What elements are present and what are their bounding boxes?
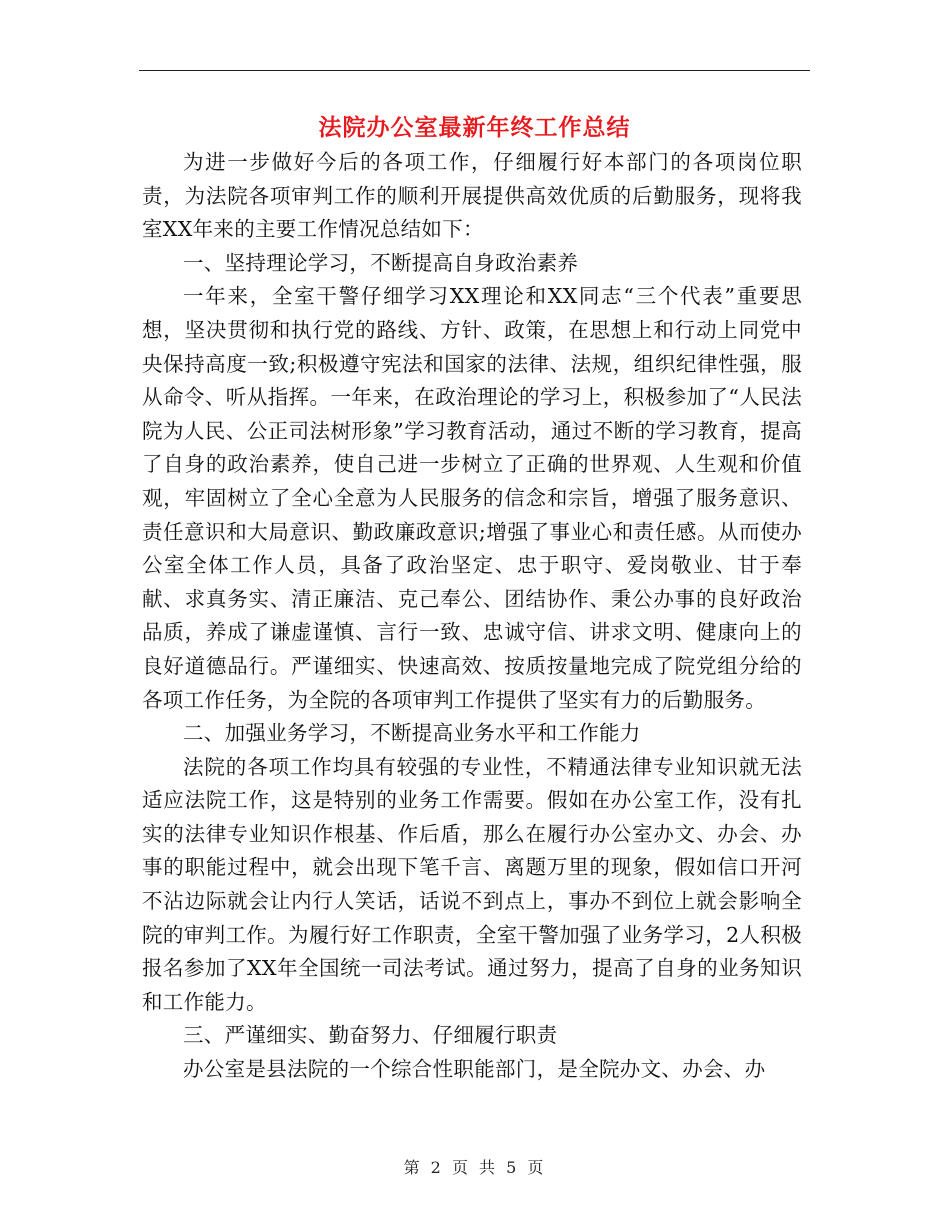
page-footer: 第 2 页 共 5 页	[403, 1158, 547, 1177]
document-title: 法院办公室最新年终工作总结	[318, 114, 631, 141]
intro-paragraph: 为进一步做好今后的各项工作，仔细履行好本部门的各项岗位职责，为法院各项审判工作的顺利开展提供高效优质的后勤服务，现将我室XX年来的主要工作情况总结如下：	[142, 150, 802, 242]
section-heading-3: 三、严谨细实、勤奋努力、仔细履行职责	[183, 1023, 558, 1048]
section-3-paragraph: 办公室是县法院的一个综合性职能部门，是全院办文、办会、办	[183, 1057, 766, 1082]
section-1-paragraph: 一年来，全室干警仔细学习XX理论和XX同志“三个代表”重要思想，坚决贯彻和执行党的路线、方针、政策，在思想上和行动上同党中央保持高度一致;积极遵守宪法和国家的法律、法规，组织纪律性强，服从命令、听从指挥。一年来，在政治理论的学习上，积极参加了“人民法院为人民、公正司法树形象”学习教育活动，通过不断的学习教育，提高了自身的政治素养，使自己进一步树立了正确的世界观、人生观和价值观，牢固树立了全心全意为人民服务的信念和宗旨，增强了服务意识、责任意识和大局意识、勤政廉政意识;增强了事业心和责任感。从而使办公室全体工作人员，具备了政治坚定、忠于职守、爱岗敬业、甘于奉献、求真务实、清正廉洁、克己奉公、团结协作、秉公办事的良好政治品质，养成了谦虚谨慎、言行一致、忠诚守信、讲求文明、健康向上的良好道德品行。严谨细实、快速高效、按质按量地完成了院党组分给的各项工作任务，为全院的各项审判工作提供了坚实有力的后勤服务。	[142, 284, 802, 712]
header-rule	[139, 70, 810, 71]
section-heading-1: 一、坚持理论学习，不断提高自身政治素养	[183, 250, 579, 275]
section-2-paragraph: 法院的各项工作均具有较强的专业性，不精通法律专业知识就无法适应法院工作，这是特别的业务工作需要。假如在办公室工作，没有扎实的法律专业知识作根基、作后盾，那么在履行办公室办文、办会、办事的职能过程中，就会出现下笔千言、离题万里的现象，假如信口开河不沾边际就会让内行人笑话，话说不到点上，事办不到位上就会影响全院的审判工作。为履行好工作职责，全室干警加强了业务学习，2人积极报名参加了XX年全国统一司法考试。通过努力，提高了自身的业务知识和工作能力。	[142, 754, 802, 1014]
section-heading-2: 二、加强业务学习，不断提高业务水平和工作能力	[183, 721, 641, 746]
document-body	[142, 146, 802, 1087]
